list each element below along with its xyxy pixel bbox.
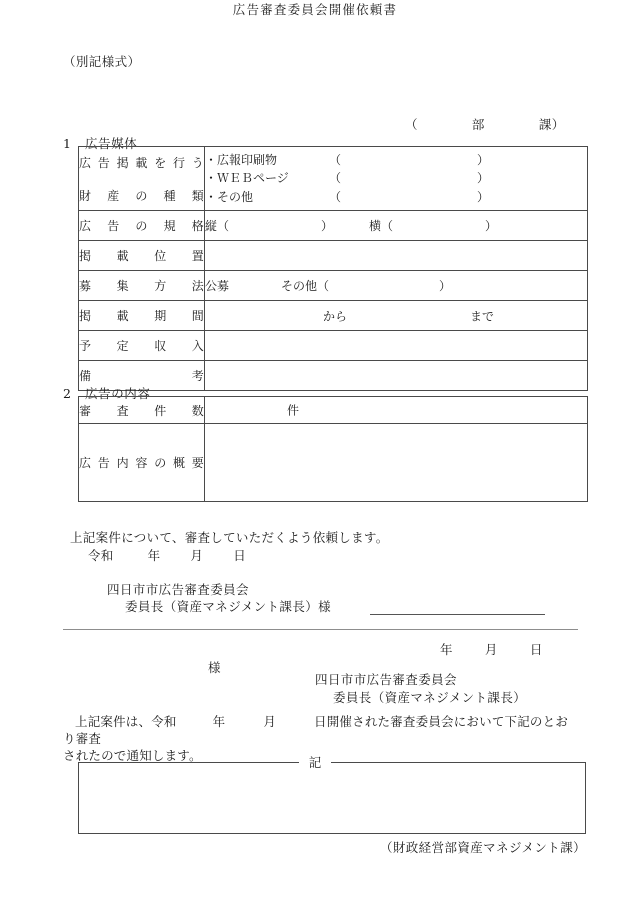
row-value-period — [205, 301, 588, 331]
row-label-method-text: 募集方法 — [79, 279, 204, 293]
result-box[interactable] — [78, 762, 586, 834]
bullet-icon: ・ — [205, 171, 218, 186]
media-option-web-label: ＷＥＢページ — [217, 171, 289, 186]
row-value-method — [205, 271, 588, 301]
notice-chairman-line: 委員長（資産マネジメント課長） — [333, 690, 527, 705]
table-row-period — [79, 301, 588, 331]
media-other-paren-open: （ — [329, 189, 342, 204]
media-print-paren-close: ） — [477, 152, 490, 167]
row-value-position[interactable] — [205, 241, 588, 271]
media-web-paren-open: （ — [329, 171, 342, 186]
size-height-open: 縦（ — [205, 219, 230, 233]
media-option-print-label: 広報印刷物 — [217, 152, 278, 167]
table-row-method — [79, 271, 588, 301]
period-from-label: から — [323, 309, 348, 323]
request-era-label: 令和 — [88, 548, 114, 563]
method-option-public[interactable]: 公募 — [205, 279, 230, 293]
dept-ka-label: 課） — [538, 117, 565, 132]
table-row-note — [79, 361, 588, 391]
ki-heading — [0, 753, 630, 771]
table-row-content-outline — [79, 424, 588, 502]
row-label-review-count — [79, 397, 205, 424]
media-other-paren-close: ） — [477, 189, 490, 204]
request-day-label: 日 — [233, 548, 247, 563]
row-label-note-text: 備考 — [79, 369, 204, 383]
advertising-content-table — [78, 396, 588, 502]
row-label-position — [79, 241, 205, 271]
row-value-note[interactable] — [205, 361, 588, 391]
row-label-review-count-text: 審査件数 — [79, 403, 204, 418]
table-row-media — [79, 147, 588, 211]
size-height-close: ） — [321, 219, 334, 233]
section2-title: 広告の内容 — [85, 386, 151, 401]
media-option-print — [205, 151, 587, 170]
media-options-list — [205, 151, 587, 207]
bullet-icon: ・ — [205, 189, 218, 204]
row-value-content-outline[interactable] — [205, 424, 588, 502]
review-count-unit: 件 — [287, 403, 300, 418]
row-label-period-text: 掲載期間 — [79, 309, 204, 323]
row-label-media-line1: 広告掲載を行う — [79, 155, 204, 170]
notice-month-label: 月 — [484, 642, 498, 657]
department-fill-line — [405, 115, 565, 133]
row-label-size — [79, 211, 205, 241]
request-year-label: 年 — [147, 548, 161, 563]
row-label-size-text: 広告の規格 — [79, 219, 204, 233]
request-statement: 上記案件について、審査していただくよう依頼します。 — [70, 530, 389, 545]
row-label-media — [79, 147, 205, 211]
section1-title: 広告媒体 — [85, 136, 138, 151]
notice-body-prefix: 上記案件は、令和 — [75, 714, 177, 729]
row-label-income-text: 予定収入 — [79, 339, 204, 353]
row-value-size — [205, 211, 588, 241]
notice-day-label: 日 — [529, 642, 543, 657]
request-date-line — [88, 546, 246, 564]
table-row-position — [79, 241, 588, 271]
row-value-media — [205, 147, 588, 211]
row-label-content-outline-text: 広告内容の概要 — [79, 456, 204, 470]
dept-paren-open: （ — [405, 117, 418, 132]
notice-body-line2: されたので通知します。 — [63, 747, 202, 763]
notice-year-label: 年 — [440, 642, 453, 657]
row-value-income[interactable] — [205, 331, 588, 361]
row-label-income — [79, 331, 205, 361]
media-web-paren-close: ） — [477, 171, 490, 186]
section1-number: 1 — [63, 136, 72, 151]
notice-addressee-honorific: 様 — [208, 660, 221, 675]
notice-organization-name: 四日市市広告審査委員会 — [315, 672, 457, 687]
table-row-review-count — [79, 397, 588, 424]
size-width-close: ） — [485, 219, 498, 233]
table-row-size — [79, 211, 588, 241]
ki-heading-text: 記 — [299, 755, 332, 770]
advertising-media-table — [78, 146, 588, 391]
signature-rule — [370, 614, 545, 615]
media-print-paren-open: （ — [329, 152, 342, 167]
section-divider-rule — [63, 629, 578, 630]
dept-bu-label: 部 — [471, 117, 485, 132]
method-option-other-close: ） — [439, 279, 452, 293]
media-option-other-label: その他 — [217, 189, 254, 204]
notice-body-year: 年 — [212, 714, 226, 729]
row-label-method — [79, 271, 205, 301]
media-option-other — [205, 188, 587, 207]
request-chairman-line: 委員長（資産マネジメント課長）様 — [125, 599, 332, 614]
request-organization-name: 四日市市広告審査委員会 — [107, 582, 249, 597]
form-kind-label: （別記様式） — [63, 54, 141, 69]
row-label-position-text: 掲載位置 — [79, 249, 204, 263]
notice-date-line — [440, 640, 543, 658]
size-width-open: 横（ — [369, 219, 394, 233]
media-option-web — [205, 169, 587, 188]
notice-body-month: 月 — [263, 714, 277, 729]
row-label-content-outline — [79, 424, 205, 502]
table-row-income — [79, 331, 588, 361]
row-label-media-line2: 財産の種類 — [79, 188, 204, 203]
bullet-icon: ・ — [205, 152, 218, 167]
section2-number: 2 — [63, 386, 72, 401]
document-title: 広告審査委員会開催依頼書 — [232, 2, 398, 17]
request-month-label: 月 — [190, 548, 204, 563]
footer-department: （財政経営部資産マネジメント課） — [379, 840, 586, 855]
period-to-label: まで — [470, 309, 495, 323]
row-label-period — [79, 301, 205, 331]
notice-body-rest: 日開催された審査委員会において下記のとおり審査 — [63, 714, 569, 746]
row-value-review-count — [205, 397, 588, 424]
method-option-other-open: その他（ — [281, 279, 330, 293]
